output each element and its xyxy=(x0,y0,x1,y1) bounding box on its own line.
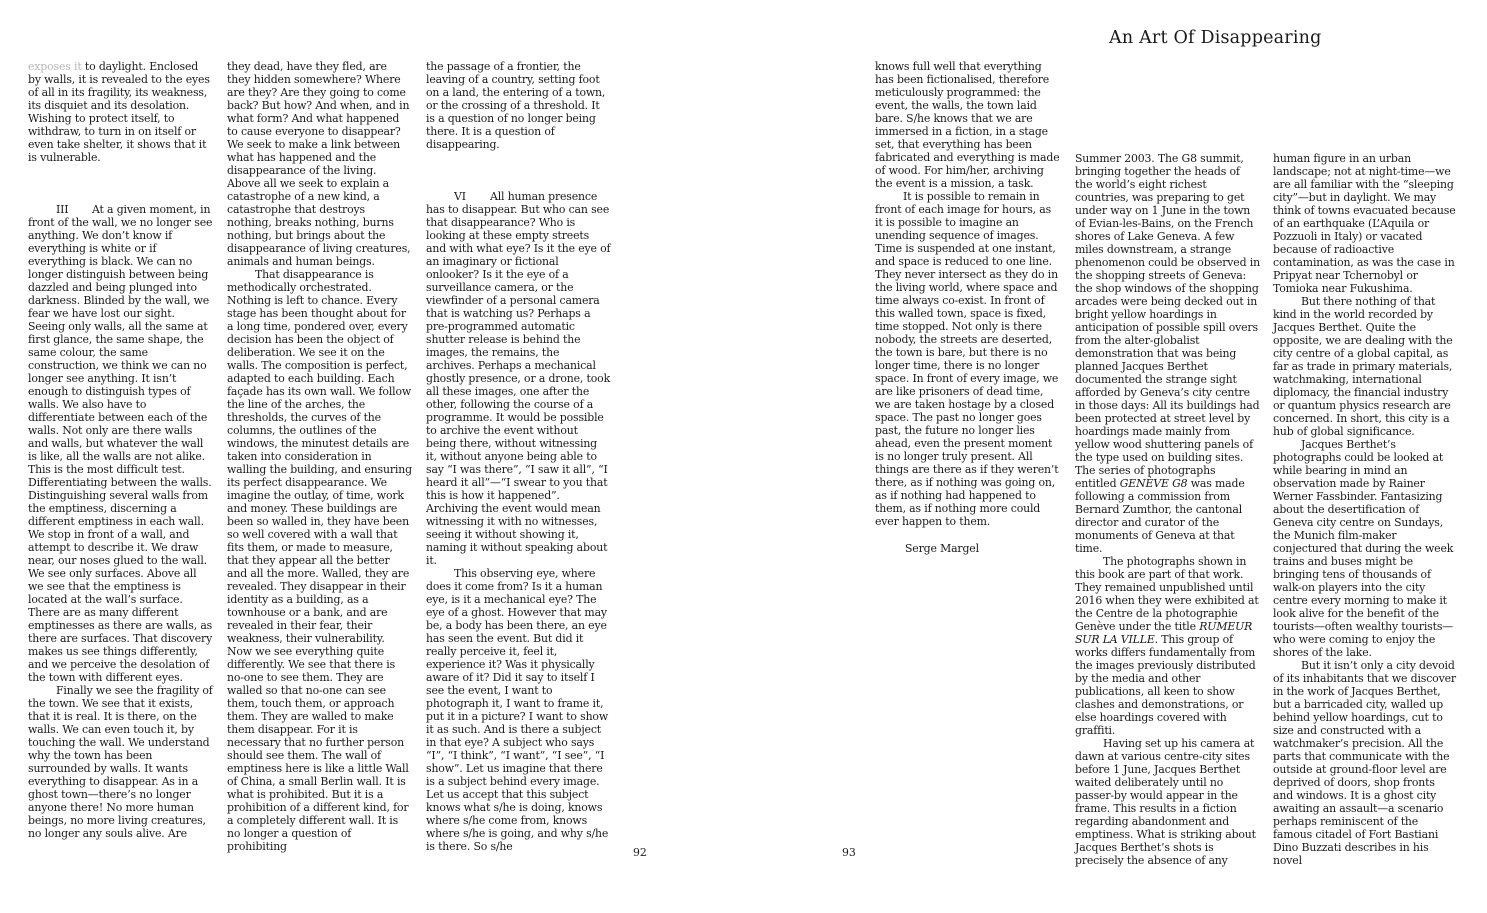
paragraph: Jacques Berthet’s photographs could be looked at while bearing in mind an observation made by Rainer Werner Fassbinder. Fantasizing about the desertification of Geneva city centre on Sundays, the Munich film-maker conjectured that during the week trains and buses might be bringing tens of thousands of walk-on players into the city centre every morning to make it look alive for the benefit of the tourists—often wealthy tourists—who were coming to enjoy the shores of the lake. xyxy=(1273,438,1454,659)
faded-text: exposes it xyxy=(28,60,82,73)
paragraph: But it isn’t only a city devoid of its inhabitants that we discover in the work of Jacques Berthet, but a barricaded city, walled up behind yellow hoardings, cut to size and constructed with a watchmaker’s precision. All the parts that communicate with the outside at ground-floor level are deprived of doors, shop fronts and windows. It is a ghost city awaiting an assault—a scenario perhaps reminiscent of the famous citadel of Fort Bastiani Dino Buzzati describes in his novel xyxy=(1273,659,1456,867)
paragraph: This observing eye, where does it come from? Is it a human eye, is it a mechanical eye? The eye of a ghost. However that may be, a body has been there, an eye has seen the event. But did it really perceive it, feel it, experience it? Was it physically aware of it? Did it say to itself I see the event, I want to photograph it, I want to frame it, put it in a picture? I want to show it as such. And is there a subject in that eye? A subject who says “I”, “I think”, “I want”, “I see”, “I show”. Let us imagine that there is a subject behind every image. Let us accept that this subject knows what s/he is doing, knows where s/he come from, knows where s/he is going, and why s/he is there. So s/he xyxy=(426,567,609,853)
text-column-1 xyxy=(28,60,213,840)
section-paragraph: III At a given moment, in front of the wall, we no longer see anything. We don’t know if everything is white or if everything is black. We can no longer distinguish between being dazzled and being plunged into darkness. Blinded by the wall, we fear we have lost our sight. Seeing only walls, all the same at first glance, the same shape, the same colour, the same construction, we think we can no longer see anything. It isn’t enough to distinguish types of walls. We also have to differentiate between each of the walls. Not only are there walls and walls, but whatever the wall is like, all the walls are not alike. This is the most difficult test. Differentiating between the walls. Distinguishing several walls from the emptiness, discerning a different emptiness in each wall. We stop in front of a wall, and attempt to describe it. We draw near, our noses glued to the wall. We see only surfaces. Above all we see that the emptiness is located at the wall’s surface. There are as many different emptinesses as there are walls, as there are surfaces. That discovery makes us see things differently, and we perceive the desolation of the town with different eyes. xyxy=(28,203,213,684)
left-page xyxy=(0,0,743,913)
section-number: VI xyxy=(454,190,466,203)
paragraph: It is possible to remain in front of each image for hours, as it is possible to imagine an unending sequence of images. Time is suspended at one instant, and space is reduced to one line. They never intersect as they do in the living world, where space and time always co-exist. In front of this walled town, space is fixed, time stopped. Not only is there nobody, the streets are deserted, the town is bare, but there is no longer time, there is no longer space. In front of every image, we are like prisoners of dead time, we are taken hostage by a closed space. The past no longer goes past, the future no longer lies ahead, even the present moment is no longer truly present. All things are there as if they weren’t there, as if nothing was going on, as if nothing had happened to them, as if nothing more could ever happen to them. xyxy=(875,190,1059,528)
text-column-5 xyxy=(1075,152,1260,867)
paragraph: The photographs shown in this book are part of that work. They remained unpublished until 2016 when they were exhibited at the Centre de la photographie Genève under the title RUMEUR SUR LA VILLE. This group of works differs fundamentally from the images previously distributed by the media and other publications, all keen to show clashes and demonstrations, or else hoardings covered with graffiti. xyxy=(1075,555,1259,737)
paragraph: they dead, have they fled, are they hidden somewhere? Where are they? Are they going to come back? But how? And when, and in what form? And what happened to cause everyone to disappear? We seek to make a link between what has happened and the disappearance of the living. Above all we seek to explain a catastrophe of a new kind, a catastrophe that destroys nothing, breaks nothing, burns nothing, but brings about the disappearance of living creatures, animals and human beings. xyxy=(227,60,411,268)
series-title: GENÈVE G8 xyxy=(1119,477,1188,490)
page-number-left: 92 xyxy=(633,846,647,859)
section-number: III xyxy=(56,203,69,216)
paragraph: That disappearance is methodically orchestrated. Nothing is left to chance. Every stage has been thought about for a long time, pondered over, every decision has been the object of deliberation. We see it on the walls. The composition is perfect, adapted to each building. Each façade has its own wall. We follow the line of the arches, the thresholds, the curves of the columns, the outlines of the windows, the minutest details are taken into consideration in walling the building, and ensuring its perfect disappearance. We imagine the outlay, of time, work and money. These buildings are been so walled in, they have been so well covered with a wall that fits them, or made to measure, that they appear all the better and all the more. Walled, they are revealed. They disappear in their identity as a building, as a townhouse or a bank, and are revealed in their fear, their weakness, their vulnerability. Now we see everything quite differently. We see that there is no-one to see them. They are walled so that no-one can see them, touch them, or approach them. They are walled to make them disappear. For it is necessary that no further person should see them. The wall of emptiness here is like a little Wall of China, a small Berlin wall. It is what is prohibited. But it is a prohibition of a different kind, for a completely different wall. It is no longer a question of prohibiting xyxy=(227,268,412,853)
paragraph: knows full well that everything has been fictionalised, therefore meticulously programmed: the event, the walls, the town laid bare. S/he knows that we are immersed in a fiction, in a stage set, that everything has been fabricated and everything is made of wood. For him/her, archiving the event is a mission, a task. xyxy=(875,60,1060,190)
running-title: An Art Of Disappearing xyxy=(1109,28,1322,48)
text-column-6 xyxy=(1273,152,1458,867)
right-page xyxy=(743,0,1487,913)
paragraph: But there nothing of that kind in the world recorded by Jacques Berthet. Quite the opposite, we are dealing with the city centre of a global capital, as far as trade in primary materials, watchmaking, international diplomacy, the financial industry or quantum physics research are concerned. In short, this city is a hub of global significance. xyxy=(1273,295,1453,438)
paragraph: Finally we see the fragility of the town. We see that it exists, that it is real. It is there, on the walls. We can even touch it, by touching the wall. We understand why the town has been surrounded by walls. It wants everything to disappear. As in a ghost town—there’s no longer anyone there! No more human beings, no more living creatures, no longer any souls alive. Are xyxy=(28,684,213,840)
paragraph: the passage of a frontier, the leaving of a country, setting foot on a land, the entering of a town, or the crossing of a threshold. It is a question of no longer being there. It is a question of disappearing. xyxy=(426,60,606,151)
exhibition-title: RUMEUR SUR LA VILLE xyxy=(1075,620,1253,646)
author-signature: Serge Margel xyxy=(905,542,979,555)
paragraph: human figure in an urban landscape; not at night-time—we are all familiar with the “sleeping city”—but in daylight. We may think of towns evacuated because of an earthquake (L’Aquila or Pozzuoli in Italy) or vacated because of radioactive contamination, as was the case in Pripyat near Tchernobyl or Tomioka near Fukushima. xyxy=(1273,152,1456,295)
text-column-3 xyxy=(426,60,611,853)
page-number-right: 93 xyxy=(842,846,856,859)
text-column-4 xyxy=(875,60,1060,555)
paragraph: Summer 2003. The G8 summit, bringing together the heads of the world’s eight richest countries, was preparing to get under way on 1 June in the town of Evian-les-Bains, on the French shores of Lake Geneva. A few miles downstream, a strange phenomenon could be observed in the shopping streets of Geneva: the shop windows of the shopping arcades were being decked out in bright yellow hoardings in anticipation of possible spill overs from the alter-globalist demonstration that was being planned Jacques Berthet documented the strange sight afforded by Geneva’s city centre in those days: All its buildings had been protected at street level by hoardings made mainly from yellow wood shuttering panels of the type used on building sites. The series of photographs entitled GENÈVE G8 was made following a commission from Bernard Zumthor, the cantonal director and curator of the monuments of Geneva at that time. xyxy=(1075,152,1260,555)
text-column-2 xyxy=(227,60,412,853)
paragraph: exposes it to daylight. Enclosed by walls, it is revealed to the eyes of all in its fragility, its weakness, its disquiet and its desolation. Wishing to protect itself, to withdraw, to turn in on itself or even take shelter, it shows that it is vulnerable. xyxy=(28,60,210,164)
section-paragraph: VI All human presence has to disappear. But who can see that disappearance? Who is looking at these empty streets and with what eye? Is it the eye of an imaginary or fictional onlooker? Is it the eye of a surveillance camera, or the viewfinder of a personal camera that is watching us? Perhaps a pre-programmed automatic shutter release is behind the images, the remains, the archives. Perhaps a mechanical ghostly presence, or a drone, took all these images, one after the other, following the course of a programme. It would be possible to archive the event without being there, without witnessing it, without anyone being able to say “I was there”, “I saw it all”, “I heard it all”—“I swear to you that this is how it happened”. Archiving the event would mean witnessing it with no witnesses, seeing it without showing it, naming it without speaking about it. xyxy=(426,190,611,567)
paragraph: Having set up his camera at dawn at various centre-city sites before 1 June, Jacques Berthet waited deliberately until no passer-by would appear in the frame. This results in a fiction regarding abandonment and emptiness. What is striking about Jacques Berthet’s shots is precisely the absence of any xyxy=(1075,737,1256,867)
